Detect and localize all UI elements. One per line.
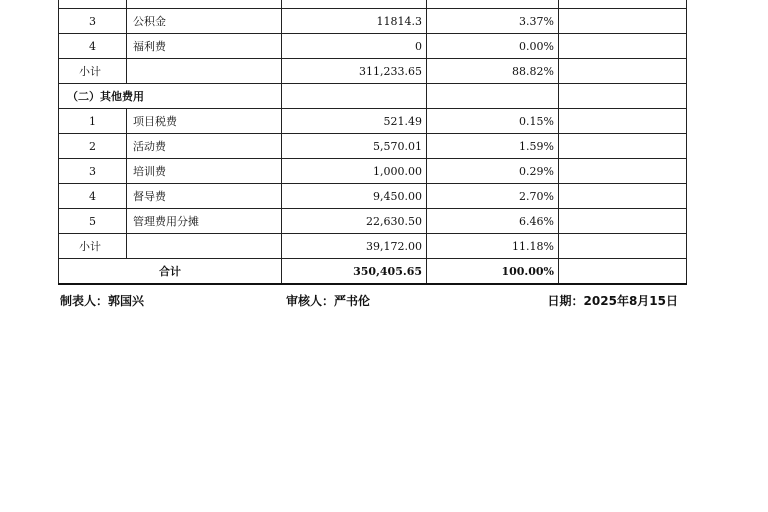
table-row [59,9,687,34]
row-index: 5 [59,209,127,234]
total-amount: 350,405.65 [282,259,427,285]
item-percent: 1.59% [427,134,559,159]
item-percent: 6.46% [427,209,559,234]
total-percent: 100.00% [427,259,559,285]
item-name: 督导费 [127,184,282,209]
item-amount: 521.49 [282,109,427,134]
preparer-label: 制表人：郭国兴 [60,294,145,308]
item-amount: 22,630.50 [282,209,427,234]
row-index: 4 [59,34,127,59]
row-index: 1 [59,109,127,134]
item-name: 公积金 [127,9,282,34]
subtotal-row [59,234,687,259]
expense-table [58,0,687,285]
table-row [59,184,687,209]
row-index: 2 [59,134,127,159]
row-index: 3 [59,159,127,184]
table-row [59,134,687,159]
item-percent: 0.15% [427,109,559,134]
item-name: 培训费 [127,159,282,184]
item-note [559,9,687,34]
row-index: 4 [59,184,127,209]
table-row [59,159,687,184]
item-name: 活动费 [127,134,282,159]
date-label: 日期：2025年8月15日 [547,294,678,308]
table-row [59,209,687,234]
subtotal-amount: 39,172.00 [282,234,427,259]
item-name: 福利费 [127,34,282,59]
item-percent: 3.37% [427,9,559,34]
table-row [59,109,687,134]
table-row [59,0,687,9]
item-amount: 9,450.00 [282,184,427,209]
expense-table-container [58,0,686,285]
section-title: （二）其他费用 [59,84,282,109]
item-amount: 0 [282,34,427,59]
subtotal-amount: 311,233.65 [282,59,427,84]
item-name: 项目税费 [127,109,282,134]
item-amount: 5,570.01 [282,134,427,159]
reviewer-label: 审核人：严书伦 [286,294,371,308]
subtotal-label: 小计 [59,59,127,84]
item-amount: 11814.3 [282,9,427,34]
section-header-row [59,84,687,109]
subtotal-row [59,59,687,84]
row-index: 3 [59,9,127,34]
item-percent: 0.00% [427,34,559,59]
subtotal-label: 小计 [59,234,127,259]
item-name: 管理费用分摊 [127,209,282,234]
total-row [59,259,687,285]
item-percent: 2.70% [427,184,559,209]
item-amount: 1,000.00 [282,159,427,184]
subtotal-percent: 11.18% [427,234,559,259]
item-percent: 0.29% [427,159,559,184]
item-note [559,34,687,59]
subtotal-percent: 88.82% [427,59,559,84]
total-label: 合计 [59,259,282,285]
table-row [59,34,687,59]
